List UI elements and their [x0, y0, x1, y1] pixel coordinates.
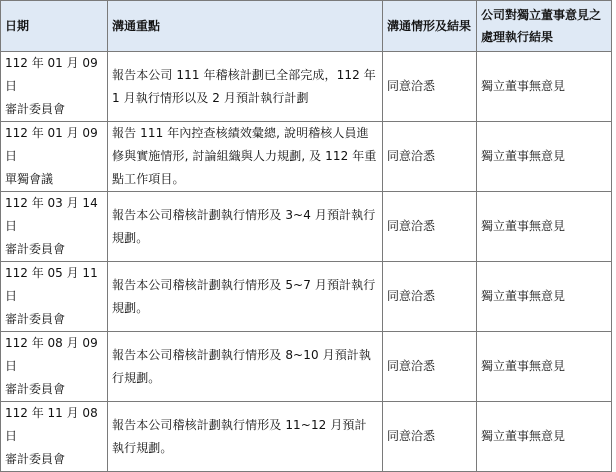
table-row [1, 122, 612, 192]
meeting-date: 112 年 11 月 08 日 [5, 406, 98, 443]
meeting-date: 112 年 08 月 09 日 [5, 336, 98, 373]
date-cell [1, 122, 108, 192]
meeting-date: 112 年 03 月 14 日 [5, 196, 98, 233]
handling-result: 獨立董事無意見 [477, 332, 612, 402]
communication-content: 報告本公司稽核計劃執行情形及 5~7 月預計執行規劃。 [108, 262, 383, 332]
meeting-date: 112 年 01 月 09 日 [5, 126, 98, 163]
communication-result: 同意洽悉 [383, 52, 477, 122]
handling-result: 獨立董事無意見 [477, 192, 612, 262]
handling-result: 獨立董事無意見 [477, 52, 612, 122]
communication-content: 報告本公司稽核計劃執行情形及 3~4 月預計執行規劃。 [108, 192, 383, 262]
communication-content: 報告本公司 111 年稽核計劃已全部完成，112 年 1 月執行情形以及 2 月預計執行計劃 [108, 52, 383, 122]
meeting-type: 審計委員會 [5, 312, 66, 326]
table-row [1, 192, 612, 262]
meeting-type: 審計委員會 [5, 242, 66, 256]
meeting-date: 112 年 01 月 09 日 [5, 56, 98, 93]
meeting-type: 單獨會議 [5, 172, 54, 186]
table-row [1, 52, 612, 122]
meeting-type: 審計委員會 [5, 382, 66, 396]
date-cell [1, 52, 108, 122]
communication-content: 報告本公司稽核計劃執行情形及 11~12 月預計執行規劃。 [108, 402, 383, 472]
handling-result: 獨立董事無意見 [477, 402, 612, 472]
communication-content: 報告 111 年內控查核績效彙總, 說明稽核人員進修與實施情形, 討論組織與人力規劃, 及 112 年重點工作項目。 [108, 122, 383, 192]
handling-result: 獨立董事無意見 [477, 122, 612, 192]
table-row [1, 262, 612, 332]
meeting-type: 審計委員會 [5, 102, 66, 116]
header-date: 日期 [1, 1, 108, 52]
table-row [1, 402, 612, 472]
meeting-date: 112 年 05 月 11 日 [5, 266, 98, 303]
communication-result: 同意洽悉 [383, 332, 477, 402]
communication-content: 報告本公司稽核計劃執行情形及 8~10 月預計執行規劃。 [108, 332, 383, 402]
table-header-row [1, 1, 612, 52]
header-communication-focus: 溝通重點 [108, 1, 383, 52]
communication-result: 同意洽悉 [383, 402, 477, 472]
date-cell [1, 332, 108, 402]
date-cell [1, 402, 108, 472]
date-cell [1, 192, 108, 262]
date-cell [1, 262, 108, 332]
table-row [1, 332, 612, 402]
communication-result: 同意洽悉 [383, 262, 477, 332]
handling-result: 獨立董事無意見 [477, 262, 612, 332]
header-communication-result: 溝通情形及結果 [383, 1, 477, 52]
communication-result: 同意洽悉 [383, 192, 477, 262]
header-company-handling: 公司對獨立董事意見之處理執行結果 [477, 1, 612, 52]
communication-result: 同意洽悉 [383, 122, 477, 192]
meeting-type: 審計委員會 [5, 452, 66, 466]
